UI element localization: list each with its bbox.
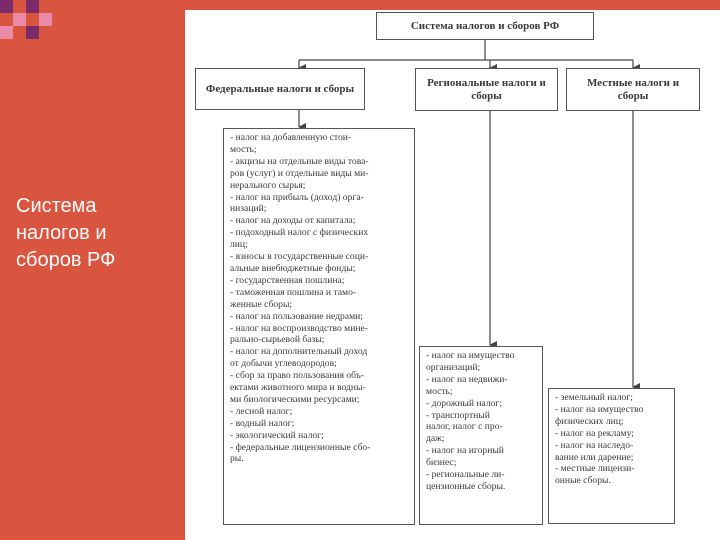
federal-tax-item: лиц; [230,239,248,251]
federal-tax-item: ры. [230,453,244,465]
regional-tax-item: - транспортный [426,409,490,421]
regional-tax-item: бизнес; [426,457,457,469]
federal-tax-item: - налог на воспроизводство мине- [230,322,368,334]
federal-tax-item: женные сборы; [230,298,293,310]
regional-tax-item: - дорожный налог; [426,397,503,409]
slide-title: Система налогов и сборов РФ [16,195,116,271]
federal-tax-item: альные внебюджетные фонды; [230,262,356,274]
diagram-panel [185,10,720,540]
regional-tax-item: налог, налог с про- [426,421,503,433]
federal-tax-item: ров (услуг) и отдельные виды ми- [230,167,369,179]
regional-tax-item: организаций; [426,361,481,373]
federal-tax-item: мость; [230,143,257,155]
federal-taxes-list [223,128,415,525]
federal-tax-item: - таможенная пошлина и тамо- [230,286,357,298]
federal-tax-item: - водный налог; [230,417,295,429]
federal-tax-item: нерального сырья; [230,179,306,191]
federal-tax-item: низаций; [230,203,267,215]
federal-tax-item: - налог на дополнительный доход [230,346,368,358]
local-tax-item: - налог на рекламу; [555,427,634,439]
regional-tax-item: даж; [426,433,445,445]
federal-tax-item: - государственная пошлина; [230,274,345,286]
local-tax-item: вание или дарение; [555,451,634,463]
federal-tax-item: - подоходный налог с физических [230,227,369,239]
regional-header: Региональные налоги и сборы [415,68,558,111]
federal-tax-item: ми биологическими ресурсами; [230,393,360,405]
federal-tax-item: ектами животного мира и водны- [230,382,366,394]
federal-header: Федеральные налоги и сборы [195,68,365,110]
local-header: Местные налоги и сборы [566,68,700,111]
federal-tax-item: - сбор за право пользования объ- [230,370,364,382]
local-taxes-list [548,388,675,524]
federal-tax-item: - налог на доходы от капитала; [230,215,356,227]
regional-taxes-list [419,346,543,525]
federal-tax-item: от добычи углеводородов; [230,358,337,370]
local-tax-item: - земельный налог; [555,392,633,403]
root-box: Система налогов и сборов РФ [376,12,594,40]
federal-tax-item: - взносы в государственные соци- [230,251,369,263]
local-tax-item: - налог на наследо- [555,439,634,451]
federal-tax-item: - налог на прибыль (доход) орга- [230,191,364,203]
federal-tax-item: рально-сырьевой базы; [230,334,325,346]
regional-tax-item: - налог на имущество [426,350,515,361]
federal-tax-item: - акцизы на отдельные виды това- [230,155,369,167]
regional-tax-item: мость; [426,385,453,397]
local-tax-item: - местные лицензи- [555,463,635,475]
federal-tax-item: - лесной налог; [230,405,293,417]
federal-tax-item: - федеральные лицензионные сбо- [230,441,371,453]
regional-tax-item: - налог на недвижи- [426,373,508,385]
regional-tax-item: цензионные сборы. [426,480,506,492]
regional-tax-item: - налог на игорный [426,445,504,457]
federal-tax-item: - налог на добавленную стои- [230,132,352,143]
local-tax-item: физических лиц; [555,415,624,427]
local-tax-item: онные сборы. [555,475,611,487]
federal-tax-item: - экологический налог; [230,429,324,441]
federal-tax-item: - налог на пользование недрами; [230,310,363,322]
regional-tax-item: - региональные ли- [426,469,505,481]
local-tax-item: - налог на имущество [555,403,644,415]
